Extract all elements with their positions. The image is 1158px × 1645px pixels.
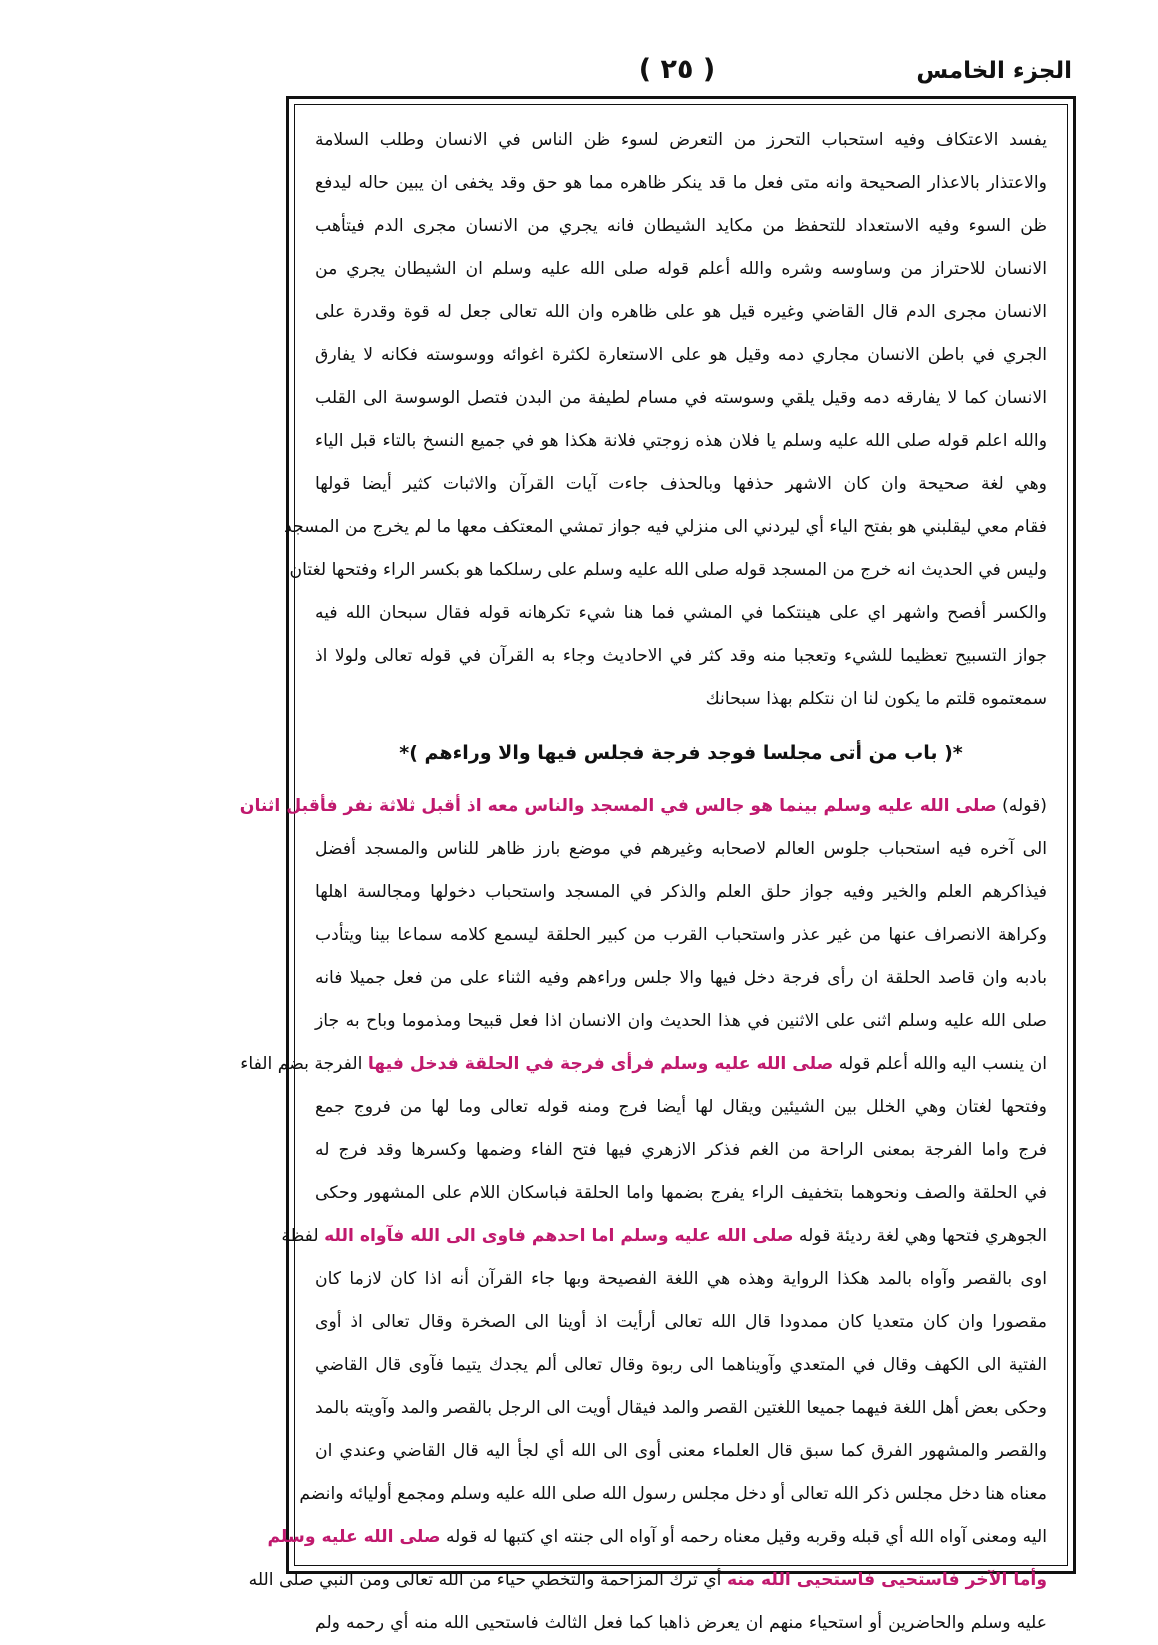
chapter-heading: *( باب من أتى مجلسا فوجد فرجة فجلس فيها والا وراءهم )* — [399, 742, 963, 764]
text-line — [281, 1215, 1047, 1258]
hadith-quote: صلى الله عليه وسلم اما احدهم فاوى الى الله فآواه الله — [324, 1226, 794, 1246]
text-line: فرج واما الفرجة بمعنى الراحة من الغم فذكر الازهري فيها فتح الفاء وضمها وكسرها وقد فرج له — [315, 1140, 1047, 1160]
page-frame — [239, 96, 1076, 1633]
page-content — [239, 119, 1047, 1633]
hadith-quote: وأما الآخر فاستحيى فاستحيى الله منه — [726, 1570, 1047, 1590]
volume-title: الجزء الخامس — [916, 58, 1072, 84]
text-line: الى آخره فيه استحباب جلوس العالم لاصحابه وغيرهم في موضع بارز ظاهر للناس والمسجد أفضل — [315, 839, 1047, 859]
text-line: يفسد الاعتكاف وفيه استحباب التحرز من التعرض لسوء ظن الناس في الانسان وطلب السلامة — [315, 130, 1047, 150]
text-line: الانسان مجرى الدم قال القاضي وغيره قيل هو على ظاهره وان الله تعالى جعل له قوة وقدرة على — [315, 302, 1047, 322]
text-line: وحكى بعض أهل اللغة فيهما جميعا اللغتين القصر والمد فيقال أويت الى الرجل بالقصر والمد وآويته بالمد — [315, 1398, 1047, 1418]
text-line: الفتية الى الكهف وقال في المتعدي وآويناهما الى ربوة وقال تعالى ألم يجدك يتيما فآوى قال القاضي — [315, 1355, 1047, 1375]
text-segment: الجوهري فتحها وهي لغة رديئة قوله — [798, 1226, 1047, 1246]
page-header — [282, 48, 1072, 98]
commentary-section-2 — [239, 785, 1047, 1645]
text-line: والله اعلم قوله صلى الله عليه وسلم يا فلان هذه زوجتي فلانة هكذا هو في جميع النسخ بالتاء قبل الياء — [315, 431, 1047, 451]
text-line: الجري في باطن الانسان مجاري دمه وقيل هو على الاستعارة لكثرة اغوائه ووسوسته فكانه لا يفارق — [315, 345, 1047, 365]
text-line: وفتحها لغتان وهي الخلل بين الشيئين ويقال لها أيضا فرج ومنه قوله تعالى وما لها من فروج جمع — [315, 1097, 1047, 1117]
text-line: ظن السوء وفيه الاستعداد للتحفظ من مكايد الشيطان فانه يجري من الانسان مجرى الدم فيتأهب — [315, 216, 1047, 236]
text-line: والقصر والمشهور الفرق كما سبق قال العلماء معنى أوى الى الله أي لجأ اليه قال القاضي وعندي ان — [315, 1441, 1047, 1461]
text-line: معناه هنا دخل مجلس ذكر الله تعالى أو دخل مجلس رسول الله صلى الله عليه وسلم ومجمع أوليائه وانضم — [299, 1484, 1047, 1504]
text-line — [267, 1516, 1047, 1559]
text-line: وليس في الحديث انه خرج من المسجد قوله صلى الله عليه وسلم على رسلكما هو بكسر الراء وفتحها لغتان — [289, 560, 1047, 580]
commentary-section-1 — [283, 119, 1047, 721]
text-line — [239, 785, 1047, 828]
text-line: وكراهة الانصراف عنها من غير عذر واستحباب القرب من كبير الحلقة ليسمع كلامه سماعا بينا ويتأدب — [315, 925, 1047, 945]
text-line: عليه وسلم والحاضرين أو استحياء منهم ان يعرض ذاهبا كما فعل الثالث فاستحيى الله منه أي رحمه ولم — [315, 1613, 1047, 1633]
text-segment: لفظة — [281, 1226, 319, 1246]
hadith-quote: صلى الله عليه وسلم بينما هو جالس في المسجد والناس معه اذ أقبل ثلاثة نفر فأقبل اثنان — [239, 796, 997, 816]
text-line: اوى بالقصر وآواه بالمد هكذا الرواية وهذه هي اللغة الفصيحة وبها جاء القرآن أنه اذا كان لازما كان — [315, 1269, 1047, 1289]
text-line: الانسان كما لا يفارقه دمه وقيل يلقي وسوسته في مسام لطيفة من البدن فتصل الوسوسة الى القلب — [315, 388, 1047, 408]
text-line: سمعتموه قلتم ما يكون لنا ان نتكلم بهذا سبحانك — [705, 689, 1047, 709]
text-line: والكسر أفصح واشهر اي على هينتكما في المشي فما هنا شيء تكرهانه قوله فقال سبحان الله فيه — [315, 603, 1047, 623]
text-line: مقصورا وان كان متعديا كان ممدودا قال الله تعالى أرأيت اذ أوينا الى الصخرة وقال تعالى اذ أوى — [315, 1312, 1047, 1332]
text-segment: ان ينسب اليه والله أعلم قوله — [838, 1054, 1047, 1074]
hadith-quote: صلى الله عليه وسلم فرأى فرجة في الحلقة فدخل فيها — [367, 1054, 834, 1074]
text-line: فقام معي ليقلبني هو بفتح الياء أي ليردني الى منزلي فيه جواز تمشي المعتكف معها ما لم يخرج من المسجد — [283, 517, 1047, 537]
text-segment: اليه ومعنى آواه الله أي قبله وقربه وقيل معناه رحمه أو آواه الى جنته اي كتبها له قوله — [445, 1527, 1047, 1547]
text-line — [240, 1043, 1047, 1086]
text-line — [248, 1559, 1047, 1602]
text-line: فيذاكرهم العلم والخير وفيه جواز حلق العلم والذكر في المسجد واستحباب دخولها ومجالسة اهلها — [315, 882, 1047, 902]
text-segment: الفرجة بضم الفاء — [240, 1054, 363, 1074]
text-line: وهي لغة صحيحة وان كان الاشهر حذفها وبالحذف جاءت آيات القرآن والاثبات كثير أيضا قولها — [315, 474, 1047, 494]
text-line: بادبه وان قاصد الحلقة ان رأى فرجة دخل فيها والا جلس وراءهم وفيه الثناء على من فعل جميلا فانه — [315, 968, 1047, 988]
text-line: صلى الله عليه وسلم اثنى على الاثنين في هذا الحديث وان الانسان اذا فعل قبيحا ومذموما وباح به جاز — [315, 1011, 1047, 1031]
text-line: في الحلقة والصف ونحوهما بتخفيف الراء يفرج بضمها واما الحلقة فباسكان اللام على المشهور وحكى — [315, 1183, 1047, 1203]
text-line: الانسان للاحتراز من وساوسه وشره والله أعلم قوله صلى الله عليه وسلم ان الشيطان يجري من — [315, 259, 1047, 279]
qawluhu-marker: (قوله) — [1002, 796, 1047, 816]
page-frame-inner — [239, 104, 1068, 1633]
text-line: والاعتذار بالاعذار الصحيحة وانه متى فعل ما قد ينكر ظاهره مما هو حق وقد يخفى ان يبين حاله ليدفع — [315, 173, 1047, 193]
text-line: جواز التسبيح تعظيما للشيء وتعجبا منه وقد كثر في الاحاديث وجاء به القرآن في قوله تعالى ولولا اذ — [315, 646, 1047, 666]
page-number: ( ٢٥ ) — [638, 54, 716, 85]
text-segment: أي ترك المزاحمة والتخطي حياء من الله تعالى ومن النبي صلى الله — [248, 1570, 722, 1590]
hadith-quote: صلى الله عليه وسلم — [267, 1527, 441, 1547]
